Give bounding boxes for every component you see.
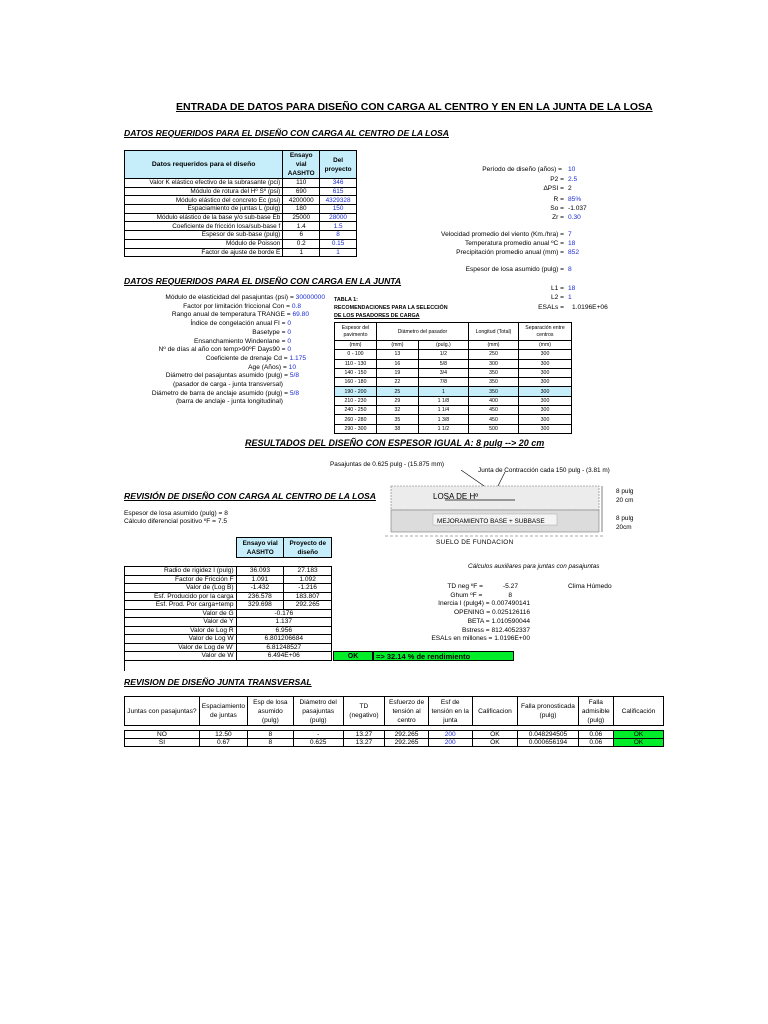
section-title-rev-center: REVISIÓN DE DISEÑO CON CARGA AL CENTRO DE LA LOSA (124, 491, 376, 501)
list-item: ESALs en millones = 1.0196E+00 (431, 635, 530, 643)
param-r-value: 85% (568, 196, 582, 203)
table-row: 0 - 100 13 1/2 250 300 (335, 350, 572, 359)
param-l1-value: 18 (568, 285, 576, 292)
param-temperatura-value: 18 (568, 240, 576, 247)
list-item: (barra de anclaje - junta longitudinal) (175, 398, 283, 406)
table-row: 290 - 300 38 1 1/2 500 300 (335, 424, 572, 433)
section-title-joint: DATOS REQUERIDOS PARA EL DISEÑO CON CARGA EN LA JUNTA (124, 276, 402, 286)
list-item: Basetype = 0 (252, 328, 291, 336)
param-l1: L1 = (550, 285, 564, 292)
dim1-b: 20 cm (616, 497, 634, 504)
base-label: MEJORAMIENTO BASE + SUBBASE (437, 518, 545, 525)
tabla1-subtitle2: DE LOS PASADORES DE CARGA (334, 313, 420, 319)
table-row: Valor K elástico efectivo de la subrasante (pci) 110 346 (125, 179, 357, 188)
results-title: RESULTADOS DEL DISEÑO CON ESPESOR IGUAL A: 8 pulg --> 20 cm (245, 438, 545, 448)
list-item: Diámetro de barra de anclaje asumido (pulg) = 5/8 (151, 389, 299, 397)
table-row: 160 - 180 22 7/8 350 300 (335, 378, 572, 387)
list-item: Rango anual de temperatura TRANGE = 69.80 (171, 311, 309, 319)
soil-label: SUELO DE FUNDACION (436, 539, 514, 546)
table-row: SI 0.67 8 0.625 13.27 292.265 200 OK 0.000656194 0.06 OK (125, 739, 664, 747)
param-esals-value: 1.0196E+06 (572, 304, 608, 311)
header-label: Datos requeridos para el diseño (125, 151, 283, 179)
table-row: Espaciamiento de juntas L (pulg) 180 150 (125, 205, 357, 214)
list-item: Ensanchamiento Windenlane = 0 (194, 337, 291, 345)
espesor-line: Espesor de losa asumido (pulg) = 8 (124, 510, 228, 517)
aux-list (380, 583, 530, 644)
list-item: Bstress = 812.4052337 (461, 626, 530, 634)
table-row: Radio de rigidez l (pulg) 36.093 27.183 (125, 567, 332, 576)
table-row: Valor de Log W 6.801206684 (125, 635, 332, 644)
joint-leader-line (497, 472, 505, 488)
param-dpsi-value: 2 (568, 185, 572, 192)
table-row: 110 - 130 16 5/8 300 300 (335, 359, 572, 368)
clima-label: Clima Húmedo (568, 583, 612, 590)
slab-label: LOSA DE Hº (433, 492, 479, 501)
param-viento-value: 7 (568, 231, 572, 238)
joint-revision-table: Juntas con pasajuntas? Espaciamiento de juntas Esp de losa asumido (pulg) Diámetro del pasajuntas (pulg) TD (negativo) Esfuerzo de tensión al centro Esf de tensión en la junta Calificacion Falla pronosticada (pulg) Falla admisible (pulg) Calificación NO 12.50 8 - 13.27 292.265 200 OK 0.048294505 0.06 OK SI 0.67 8 0.625 13.27 292.265 200 OK 0.000656194 0.06 OK (124, 696, 664, 747)
slab-layer (391, 486, 599, 510)
list-item: TD neg ºF = -5.27 (447, 583, 518, 590)
section-title-center: DATOS REQUERIDOS PARA EL DISEÑO CON CARGA AL CENTRO DE LA LOSA (124, 128, 449, 138)
table-row: Valor de W 6.494E+06 (125, 652, 332, 661)
param-p2-value: 2.5 (568, 176, 578, 183)
param-precipitacion-value: 852 (568, 249, 580, 256)
tabla1-title: TABLA 1: (334, 297, 358, 303)
table-row: 140 - 150 19 3/4 350 300 (335, 368, 572, 377)
param-dpsi: ∆PSI = (543, 185, 564, 192)
rev-header-table: Ensayo vial AASHTO Proyecto de diseño (236, 537, 332, 558)
rendimiento-text: => 32.14 % de rendimiento (373, 651, 514, 661)
table-row: Esf. Producido por la carga 236.578 183.807 (125, 592, 332, 601)
calculo-line: Cálculo diferencial positivo ºF = 7.5 (124, 518, 228, 525)
table-row: 190 - 200 25 1 350 300 (335, 387, 572, 396)
param-so-value: -1.037 (568, 205, 587, 212)
param-r: R = (553, 196, 564, 203)
table-row: Factor de ajuste de borde E 1 1 (125, 248, 357, 257)
param-periodo-value: 10 (568, 166, 576, 173)
list-item: Coeficiente de drenaje Cd = 1.175 (205, 354, 306, 362)
param-l2: L2 = (550, 294, 564, 301)
ok-badge: OK (333, 651, 373, 661)
list-item: Inercia I (pulg4) = 0.007490141 (438, 600, 530, 608)
tabla1-table: Espesor del pavimento Diámetro del pasador Longitud (Total) Separación entre centros (mm) (mm) (pulg.) (mm) (mm) 0 - 100 13 1/2 250 300 110 - 130 16 5/8 300 300 140 - 150 19 3/4 350 300 160 - 180 22 7/8 350 300 190 - 200 25 1 350 300 210 - 230 29 1 1/8 400 300 240 - 250 32 1 1/4 450 300 260 - 280 35 1 3/8 450 300 290 - 300 38 1 1/2 500 300 (334, 322, 572, 434)
table-row: NO 12.50 8 - 13.27 292.265 200 OK 0.048294505 0.06 OK (125, 731, 664, 739)
param-periodo: Período de diseño (años) = (482, 166, 562, 173)
param-so: So = (550, 205, 564, 212)
table-row: Factor de Fricción F 1.091 1.092 (125, 575, 332, 584)
list-item: OPENING = 0.025126116 (454, 609, 530, 617)
list-item: BETA = 1.010590044 (467, 617, 530, 625)
header-aashto: Ensayo vial AASHTO (283, 151, 320, 179)
dim1-a: 8 pulg (616, 488, 634, 495)
table-row: Módulo de Poisson 0.2 0.15 (125, 239, 357, 248)
table-row: Módulo de rotura del Hº Sº (psi) 690 615 (125, 187, 357, 196)
list-item: Índice de congelación anual FI = 0 (190, 320, 291, 328)
aux-title: Cálculos auxiliares para juntas con pasajuntas (468, 563, 600, 570)
param-p2: P2 = (550, 176, 564, 183)
table-row: Valor de Log de W' 6.81248527 (125, 643, 332, 652)
center-data-table (124, 150, 357, 257)
param-espesor: Espesor de losa asumido (pulg) = (465, 266, 564, 273)
list-item: Age (Años) = 10 (248, 363, 296, 371)
table-row: Valor de G -0.176 (125, 609, 332, 618)
param-esals: ESALs = (538, 304, 564, 311)
list-item: Módulo de elasticidad del pasajuntas (psi) = 30000000 (165, 294, 325, 301)
param-zr: Zr = (552, 214, 564, 221)
joint-spacing-label: Junta de Contracción cada 150 pulg - (3.81 m) (478, 467, 610, 474)
dim2-a: 8 pulg (616, 515, 634, 522)
list-item: Nº de días al año con temp>90ºF Days90 = 0 (158, 346, 291, 354)
table-row: Valor de Log R 6.956 (125, 626, 332, 635)
list-item: Diámetro del pasajuntas asumido (pulg) = 5/8 (165, 372, 299, 380)
joint-params-list (120, 294, 325, 407)
table-row: Esf. Prod. Por carga+temp 329.698 292.265 (125, 601, 332, 610)
list-item: Factor por limitación friccional Con = 0.8 (183, 302, 301, 310)
table-row: 240 - 250 32 1 1/4 450 300 (335, 406, 572, 415)
param-espesor-value: 8 (568, 266, 572, 273)
section-title-rev-joint: REVISION DE DISEÑO JUNTA TRANSVERSAL (124, 677, 312, 687)
table-row: Valor de Y 1.137 (125, 618, 332, 627)
param-precipitacion: Precipitación promedio anual (mm) = (456, 249, 564, 256)
rev-center-table (124, 566, 332, 661)
header-proyecto: Del proyecto (320, 151, 357, 179)
table-row: Espesor de sub-base (pulg) 6 8 (125, 231, 357, 240)
param-l2-value: 1 (568, 294, 572, 301)
pavement-diagram (385, 470, 615, 550)
param-temperatura: Temperatura promedio anual ºC = (465, 240, 564, 247)
list-item: Ghum ºF = 8 (450, 591, 512, 599)
page-title: ENTRADA DE DATOS PARA DISEÑO CON CARGA AL CENTRO Y EN EN LA JUNTA DE LA LOSA (176, 101, 653, 113)
table-row: Valor de (Log B) -1.432 -1.216 (125, 584, 332, 593)
param-zr-value: 0.30 (568, 214, 581, 221)
rev-left-rule (124, 659, 125, 671)
tabla1-subtitle1: RECOMENDACIONES PARA LA SELECCIÓN (334, 305, 448, 311)
table-row: Módulo elástico del concreto Ec (psi) 4200000 4329328 (125, 196, 357, 205)
table-row: Coeficiente de fricción losa/sub-base f 1.4 1.5 (125, 222, 357, 231)
dowel-label: Pasajuntas de 0.625 pulg - (15.875 mm) (330, 461, 445, 468)
table-row: Módulo elástico de la base y/o sub-base Eb 25000 28000 (125, 213, 357, 222)
dowel-leader-line (461, 470, 487, 488)
list-item: (pasador de carga - junta transversal) (173, 381, 283, 389)
param-viento: Velocidad promedio del viento (Km./hra) = (441, 231, 564, 238)
table-row: 260 - 280 35 1 3/8 450 300 (335, 415, 572, 424)
dim2-b: 20cm (616, 524, 632, 531)
table-row: 210 - 230 29 1 1/8 400 300 (335, 396, 572, 405)
